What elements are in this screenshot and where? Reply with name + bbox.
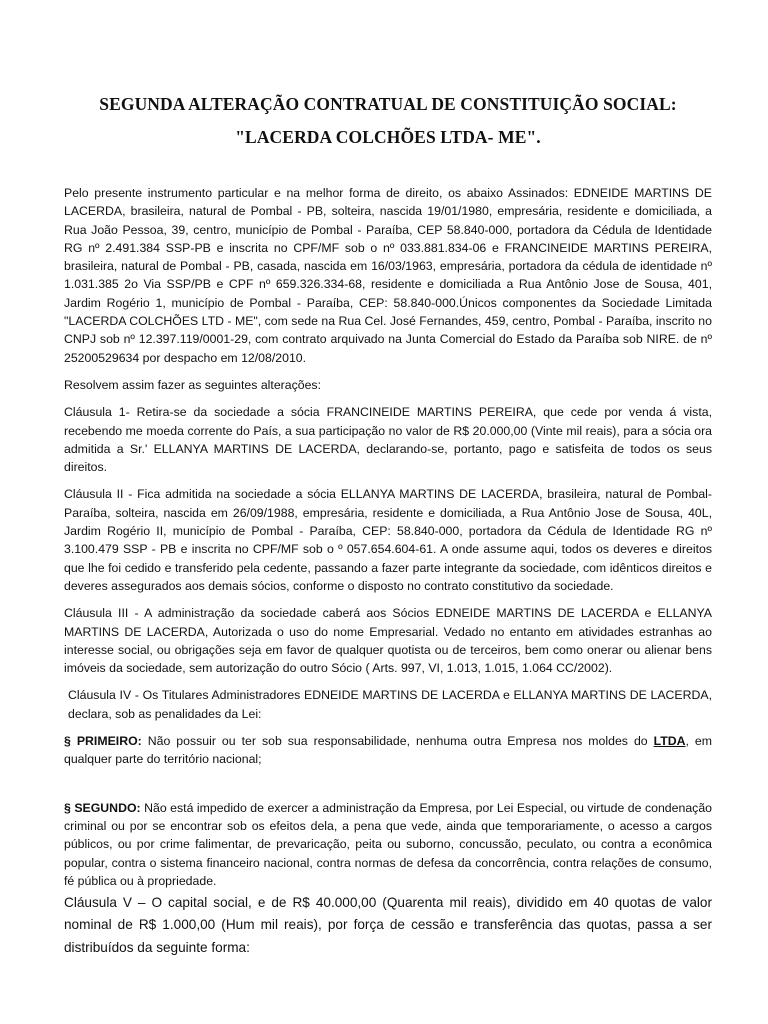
primeiro-text-a: Não possuir ou ter sob sua responsabilidade, nenhuma outra Empresa nos moldes do xyxy=(141,734,654,749)
clausula-4-paragraph: Cláusula IV - Os Titulares Administradores EDNEIDE MARTINS DE LACERDA e ELLANYA MARTINS DE LACERDA, declara, sob as penalidades da Lei: xyxy=(68,688,712,721)
primeiro-heading: § PRIMEIRO: xyxy=(64,734,142,749)
clausula-3-paragraph: Cláusula III - A administração da sociedade caberá aos Sócios EDNEIDE MARTINS DE LACERDA e ELLANYA MARTINS DE LACERDA, Autorizada o uso do nome Empresarial. Vedado no entanto em atividades estranhas ao interesse social, ou obrigações seja em favor de qualquer quotista ou de terceiros, bem como onerar ou alienar bens imóveis da sociedade, sem autorização do outro Sócio ( Arts. 997, VI, 1.013, 1.015, 1.064 CC/2002). xyxy=(64,606,712,676)
document-body xyxy=(64,184,712,959)
segundo-text: Não está impedido de exercer a administração da Empresa, por Lei Especial, ou virtude de condenação criminal ou por se encontrar sob os efeitos dela, a pena que vede, ainda que temporariamente, o acesso a cargos públicos, ou por crime falimentar, de prevaricação, peita ou suborno, concussão, peculato, ou contra a econômica popular, contra o sistema financeiro nacional, contra normas de defesa da concorrência, contra relações de consumo, fé pública ou à propriedade. xyxy=(64,800,712,888)
paragrafo-primeiro xyxy=(64,732,712,769)
document-title-line2: "LACERDA COLCHÕES LTDA- ME". xyxy=(235,127,541,147)
clausula-5-paragraph: Cláusula V – O capital social, e de R$ 40.000,00 (Quarenta mil reais), dividido em 40 quotas de valor nominal de R$ 1.000,00 (Hum mil reais), por força de cessão e transferência das quotas, passa a ser distribuídos da seguinte forma: xyxy=(64,895,712,955)
primeiro-text-b: , em qualquer parte do território nacional; xyxy=(64,734,712,767)
primeiro-ltda: LTDA xyxy=(653,734,686,749)
intro-paragraph: Pelo presente instrumento particular e na melhor forma de direito, os abaixo Assinados: EDNEIDE MARTINS DE LACERDA, brasileira, natural de Pombal - PB, solteira, nascida 19/01/1980, empresária, residente e domiciliada, a Rua João Pessoa, 39, centro, município de Pombal - Paraíba, CEP 58.840-000, portadora da Cédula de Identidade RG nº 2.491.384 SSP-PB e inscrita no CPF/MF sob o nº 033.881.834-06 e FRANCINEIDE MARTINS PEREIRA, brasileira, natural de Pombal - PB, casada, nascida em 16/03/1963, empresária, portadora da cédula de identidade nº 1.031.385 2o Via SSP/PB e CPF nº 659.326.334-68, residente e domiciliada a Rua Antônio Jose de Sousa, 401, Jardim Rogério 1, município de Pombal - Paraíba, CEP: 58.840-000.Únicos componentes da Sociedade Limitada "LACERDA COLCHÕES LTD - ME", com sede na Rua Cel. José Fernandes, 459, centro, Pombal - Paraíba, inscrito no CNPJ sob nº 12.397.119/0001-29, com contrato arquivado na Junta Comercial do Estado da Paraíba sob NIRE. de nº 25200529634 por despacho em 12/08/2010. xyxy=(64,186,712,365)
resolve-paragraph: Resolvem assim fazer as seguintes alterações: xyxy=(64,377,321,392)
segundo-heading: § SEGUNDO: xyxy=(64,800,141,815)
clausula-1-paragraph: Cláusula 1- Retira-se da sociedade a sócia FRANCINEIDE MARTINS PEREIRA, que cede por venda á vista, recebendo me moeda corrente do País, a sua participação no valor de R$ 20.000,00 (Vinte mil reais), para a sócia ora admitida a Sr.' ELLANYA MARTINS DE LACERDA, declarando-se, portanto, pago e satisfeita de todos os seus direitos. xyxy=(64,405,712,475)
paragrafo-segundo xyxy=(64,799,712,890)
document-title-line1: SEGUNDA ALTERAÇÃO CONTRATUAL DE CONSTITUIÇÃO SOCIAL: xyxy=(99,94,677,114)
clausula-2-paragraph: Cláusula II - Fica admitida na sociedade a sócia ELLANYA MARTINS DE LACERDA, brasileira, natural de Pombal-Paraíba, solteira, nascida em 26/09/1988, empresária, residente e domiciliada, a Rua Antônio Jose de Sousa, 40L, Jardim Rogério II, município de Pombal - Paraíba, CEP: 58.840-000, portadora da Cédula de Identidade RG nº 3.100.479 SSP - PB e inscrita no CPF/MF sob o º 057.654.604-61. A onde assume aqui, todos os deveres e direitos que lhe foi cedido e transferido pela cedente, passando a fazer parte integrante da sociedade, com idênticos direitos e deveres assegurados aos demais sócios, conforme o disposto no contrato constitutivo da sociedade. xyxy=(64,487,712,593)
